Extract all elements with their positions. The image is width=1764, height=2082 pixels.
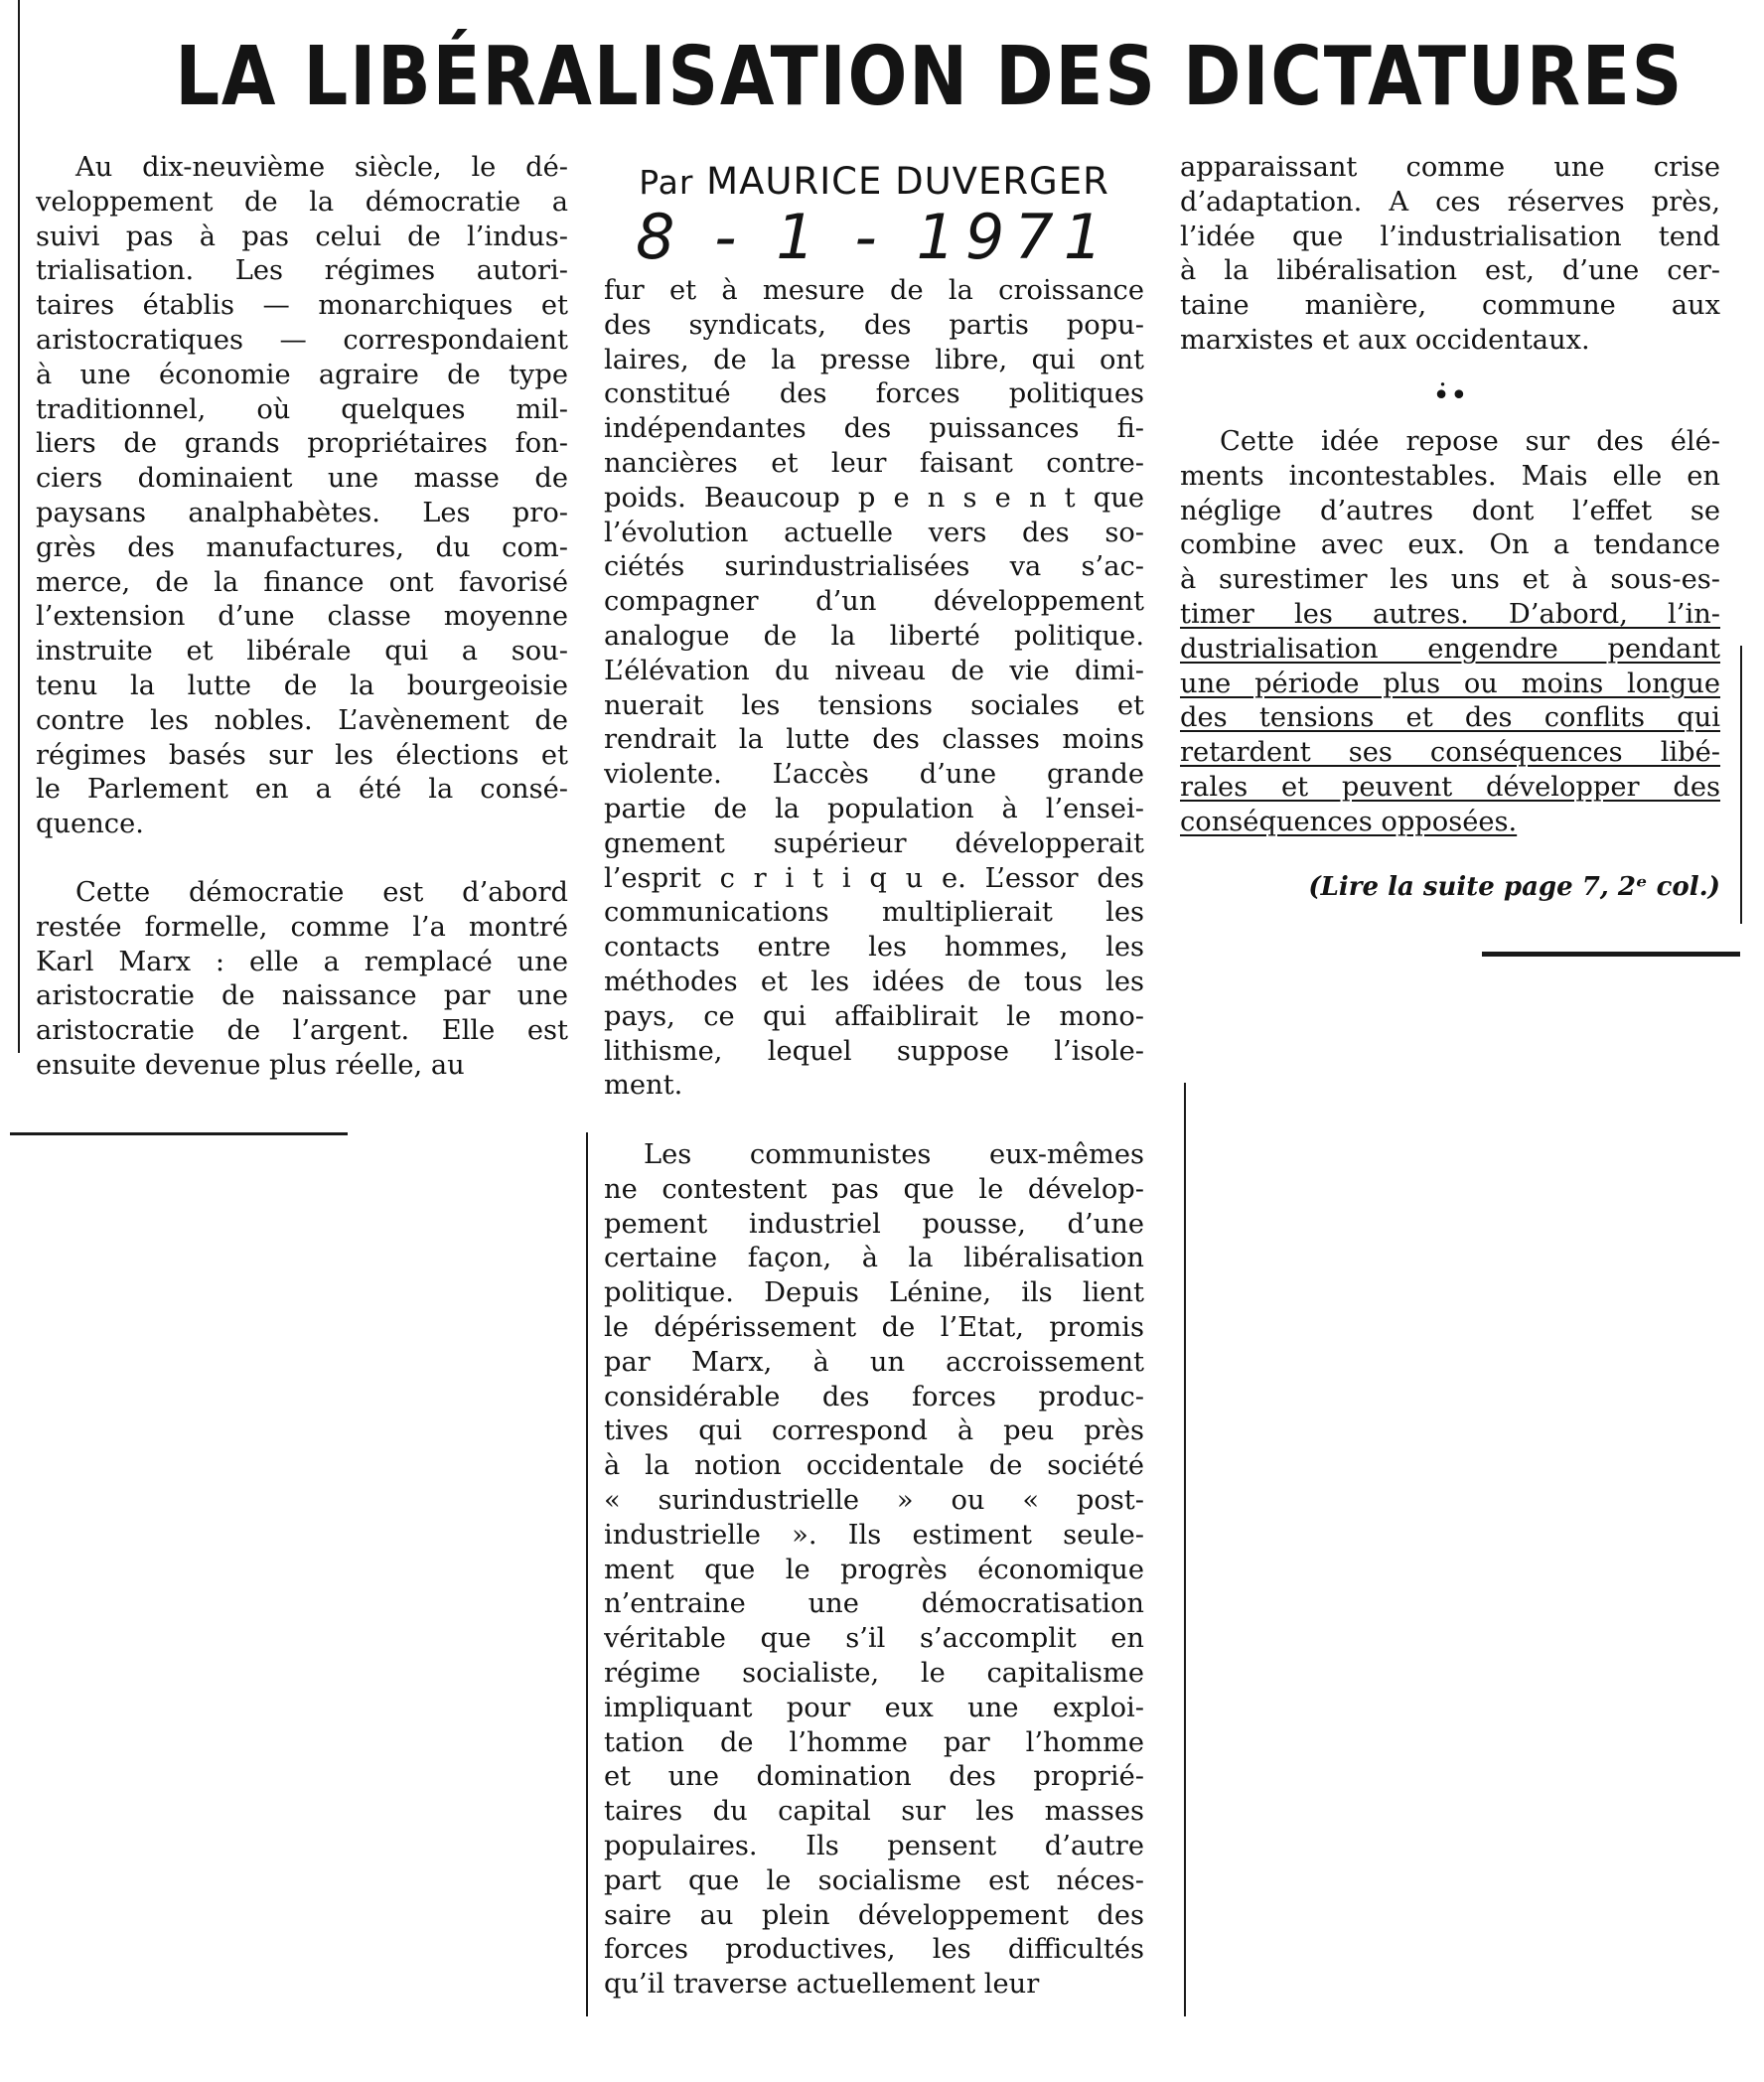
- text-line: veloppement de la démocratie a: [36, 186, 568, 218]
- text-line: à la libéralisation est, d’une cer-: [1180, 255, 1720, 287]
- text-line: violente. L’accès d’une grande: [604, 759, 1144, 791]
- text-line: laires, de la presse libre, qui ont: [604, 344, 1144, 375]
- paragraph: [36, 876, 568, 1084]
- text-line: par Marx, à un accroissement: [604, 1346, 1144, 1378]
- text-line: des syndicats, des partis popu-: [604, 309, 1144, 341]
- paragraph: [1180, 425, 1720, 840]
- text-line: régimes basés sur les élections et: [36, 739, 568, 771]
- text-line: indépendantes des puissances fi-: [604, 413, 1144, 445]
- text-line: tation de l’homme par l’homme: [604, 1726, 1144, 1758]
- text-line: suivi pas à pas celui de l’indus-: [36, 221, 568, 252]
- text-line: ensuite devenue plus réelle, au: [36, 1049, 465, 1081]
- text-line: politique. Depuis Lénine, ils lient: [604, 1277, 1144, 1309]
- rule-vertical-far-right: [1740, 646, 1742, 924]
- text-line: instruite et libérale qui a sou-: [36, 636, 568, 668]
- continuation-note: (Lire la suite page 7, 2ᵉ col.): [1308, 872, 1720, 902]
- rule-col3-bottom: [1482, 952, 1740, 957]
- text-line: lithisme, lequel suppose l’isole-: [604, 1035, 1144, 1067]
- text-line: gnement supérieur développerait: [604, 827, 1144, 859]
- text-line: à la notion occidentale de société: [604, 1450, 1144, 1482]
- text-line: forces productives, les difficultés: [604, 1934, 1144, 1966]
- text-line: analogue de la liberté politique.: [604, 620, 1144, 652]
- text-line: fur et à mesure de la croissance: [604, 275, 1144, 306]
- text-line: partie de la population à l’ensei-: [604, 793, 1144, 824]
- text-line: liers de grands propriétaires fon-: [36, 428, 568, 460]
- text-line: Cette idée repose sur des élé-: [1220, 426, 1720, 457]
- text-line: taires établis — monarchiques et: [36, 290, 568, 322]
- text-line: conséquences opposées.: [1180, 806, 1518, 837]
- text-line: traditionnel, où quelques mil-: [36, 393, 568, 425]
- text-line: marxistes et aux occidentaux.: [1180, 324, 1590, 356]
- text-line: ciers dominaient une masse de: [36, 463, 568, 495]
- text-line: le dépérissement de l’Etat, promis: [604, 1311, 1144, 1343]
- text-line: « surindustrielle » ou « post-: [604, 1484, 1144, 1516]
- rule-vertical-right: [1184, 1083, 1186, 2016]
- text-line: ciétés surindustrialisées va s’ac-: [604, 551, 1144, 583]
- text-line: à surestimer les uns et à sous-es-: [1180, 564, 1720, 596]
- paragraph: [36, 151, 568, 842]
- text-line: l’extension d’une classe moyenne: [36, 601, 568, 633]
- text-line: L’élévation du niveau de vie dimi-: [604, 655, 1144, 686]
- text-line: tives qui correspond à peu près: [604, 1415, 1144, 1447]
- text-line: taine manière, commune aux: [1180, 290, 1720, 322]
- text-line: rales et peuvent développer des: [1180, 771, 1720, 803]
- text-line: combine avec eux. On a tendance: [1180, 529, 1720, 561]
- text-line: populaires. Ils pensent d’autre: [604, 1830, 1144, 1861]
- text-line: part que le socialisme est néces-: [604, 1864, 1144, 1896]
- column-2-continued: [604, 1138, 1144, 2003]
- article-title: LA LIBÉRALISATION DES DICTATURES: [175, 30, 1685, 124]
- text-line: tenu la lutte de la bourgeoisie: [36, 669, 568, 701]
- text-line: véritable que s’il s’accomplit en: [604, 1623, 1144, 1655]
- text-line: taires du capital sur les masses: [604, 1796, 1144, 1828]
- text-line: apparaissant comme une crise: [1180, 152, 1720, 183]
- text-line: méthodes et les idées de tous les: [604, 966, 1144, 997]
- text-line: aristocratiques — correspondaient: [36, 324, 568, 356]
- text-line: Cette démocratie est d’abord: [75, 876, 568, 908]
- text-line: régime socialiste, le capitalisme: [604, 1657, 1144, 1689]
- text-line: une période plus ou moins longue: [1180, 668, 1720, 699]
- text-line: dustrialisation engendre pendant: [1180, 633, 1720, 665]
- text-line: trialisation. Les régimes autori-: [36, 255, 568, 287]
- text-line: contacts entre les hommes, les: [604, 932, 1144, 964]
- text-line: ne contestent pas que le dévelop-: [604, 1173, 1144, 1205]
- text-line: n’entraine une démocratisation: [604, 1588, 1144, 1620]
- text-line: l’esprit c r i t i q u e. L’essor des: [604, 862, 1144, 894]
- paragraph: [604, 1138, 1144, 2003]
- text-line: l’évolution actuelle vers des so-: [604, 517, 1144, 548]
- rule-col1-bottom: [10, 1132, 348, 1135]
- handwritten-date: 8 - 1 - 1971: [636, 201, 1113, 273]
- column-2: [604, 274, 1144, 1104]
- section-separator: •̇•: [1432, 378, 1468, 413]
- text-line: contre les nobles. L’avènement de: [36, 704, 568, 736]
- text-line: quence.: [36, 809, 144, 840]
- text-line: qu’il traverse actuellement leur: [604, 1969, 1040, 2001]
- text-line: industrielle ». Ils estiment seule-: [604, 1519, 1144, 1551]
- byline-author: MAURICE DUVERGER: [706, 160, 1109, 203]
- text-line: aristocratie de l’argent. Elle est: [36, 1015, 568, 1047]
- text-line: à une économie agraire de type: [36, 359, 568, 390]
- text-line: ment que le progrès économique: [604, 1554, 1144, 1585]
- text-line: saire au plein développement des: [604, 1899, 1144, 1931]
- text-line: nancières et leur faisant contre-: [604, 447, 1144, 479]
- byline: [596, 157, 1152, 207]
- text-line: pays, ce qui affaiblirait le mono-: [604, 1000, 1144, 1032]
- text-line: restée formelle, comme l’a montré: [36, 911, 568, 943]
- text-line: pement industriel pousse, d’une: [604, 1208, 1144, 1240]
- text-line: d’adaptation. A ces réserves près,: [1180, 186, 1720, 218]
- text-line: impliquant pour eux une exploi-: [604, 1692, 1144, 1723]
- text-line: ments incontestables. Mais elle en: [1180, 460, 1720, 492]
- text-line: rendrait la lutte des classes moins: [604, 724, 1144, 756]
- column-3: [1180, 151, 1720, 359]
- paragraph: [1180, 151, 1720, 359]
- text-line: constitué des forces politiques: [604, 378, 1144, 410]
- text-line: retardent ses conséquences libé-: [1180, 737, 1720, 769]
- text-line: considérable des forces produc-: [604, 1381, 1144, 1413]
- text-line: Au dix-neuvième siècle, le dé-: [75, 152, 568, 183]
- text-line: nuerait les tensions sociales et: [604, 689, 1144, 721]
- text-line: communications multiplierait les: [604, 897, 1144, 929]
- column-1: [36, 151, 568, 1084]
- text-line: paysans analphabètes. Les pro-: [36, 497, 568, 528]
- text-line: l’idée que l’industrialisation tend: [1180, 221, 1720, 252]
- text-line: néglige d’autres dont l’effet se: [1180, 495, 1720, 526]
- text-line: merce, de la finance ont favorisé: [36, 566, 568, 598]
- text-line: le Parlement en a été la consé-: [36, 774, 568, 806]
- text-line: compagner d’un développement: [604, 586, 1144, 618]
- text-line: ment.: [604, 1070, 683, 1102]
- column-3-continued: [1180, 425, 1720, 840]
- text-line: Karl Marx : elle a remplacé une: [36, 946, 568, 977]
- text-line: des tensions et des conflits qui: [1180, 702, 1720, 734]
- text-line: aristocratie de naissance par une: [36, 980, 568, 1012]
- text-line: poids. Beaucoup p e n s e n t que: [604, 482, 1144, 514]
- byline-prefix: Par: [639, 163, 694, 202]
- text-line: et une domination des proprié-: [604, 1761, 1144, 1793]
- text-line: timer les autres. D’abord, l’in-: [1180, 598, 1720, 630]
- rule-vertical-left: [18, 0, 20, 1053]
- rule-vertical-mid: [586, 1132, 588, 2016]
- paragraph: [604, 274, 1144, 1104]
- text-line: certaine façon, à la libéralisation: [604, 1243, 1144, 1274]
- text-line: grès des manufactures, du com-: [36, 531, 568, 563]
- text-line: Les communistes eux-mêmes: [644, 1139, 1144, 1170]
